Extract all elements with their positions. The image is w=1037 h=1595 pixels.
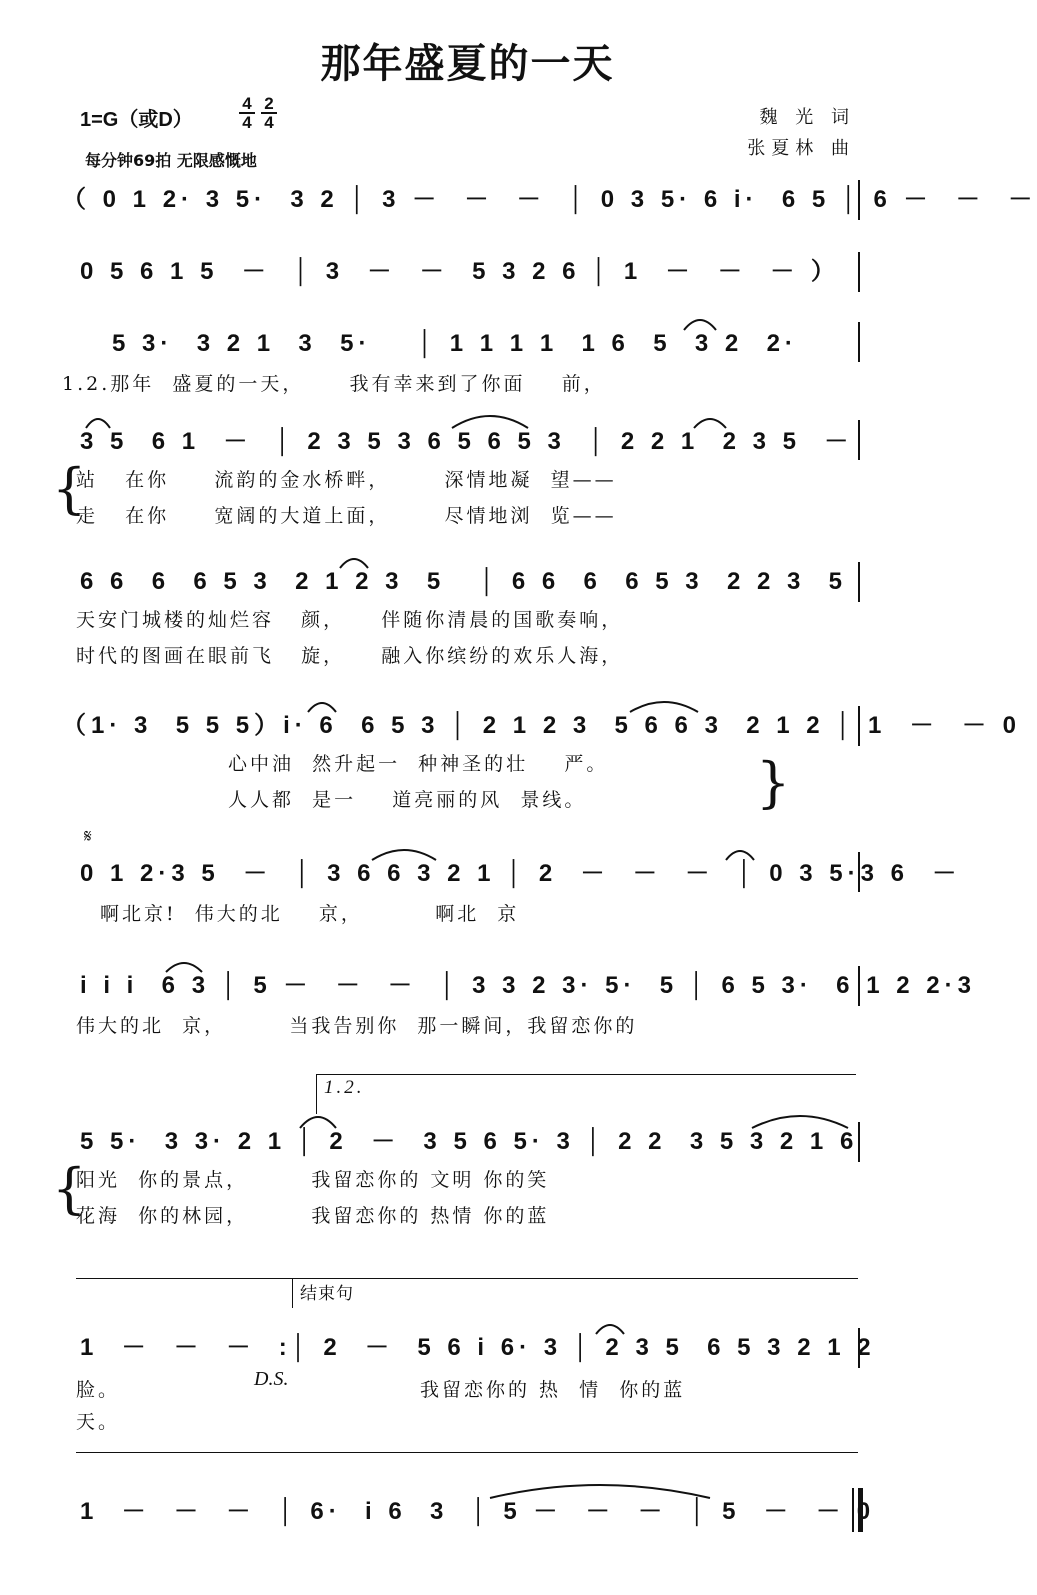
slur: [452, 416, 528, 428]
volta-label: 1.2.: [324, 1077, 365, 1098]
lyric-ending-1: 脸。: [76, 1379, 121, 1401]
time-signature-4-4: 4 4: [238, 95, 256, 131]
slur: [752, 1116, 848, 1128]
lyricist-credit: 魏 光 词: [759, 107, 855, 128]
notation-line-1: （ 0 1 2· 3 5· 3 2 │ 3 － － － │ 0 3 5· 6 i· 6 5 │ 6 － － －: [62, 186, 1037, 213]
lyric-verse-2a: 走 在你 宽阔的大道上面， 尽情地浏 览——: [76, 505, 617, 527]
notation-line-11: 1 － － － │ 6· i 6 3 │ 5 － － － │ 5 － － 0: [80, 1498, 876, 1525]
lyric-ending-2: 天。: [76, 1411, 121, 1433]
lyric-verse-2c: 人人都 是一 道亮丽的风 景线。: [228, 789, 587, 811]
time-signature-2-4: 2 4: [260, 95, 278, 131]
slur: [340, 559, 368, 568]
lyric-chorus-2: 伟大的北 京， 当我告别你 那一瞬间，我留恋你的: [76, 1015, 638, 1037]
lyric-verse-1a: 站 在你 流韵的金水桥畔， 深情地凝 望——: [76, 469, 617, 491]
verse-brace-close: }: [756, 751, 791, 814]
slur: [630, 702, 698, 712]
notation-line-4: 3 5 6 1 － │ 2 3 5 3 6 5 6 5 3 │ 2 2 1 2 3 5 －: [80, 428, 854, 455]
lyric-verse-1c: 心中油 然升起一 种神圣的壮 严。: [228, 753, 609, 775]
notation-line-10: 1 － － － :│ 2 － 5 6 i 6· 3 │ 2 3 5 6 5 3 2 1 2: [80, 1334, 876, 1361]
slur: [726, 851, 754, 860]
slur: [490, 1485, 710, 1498]
dal-segno: D.S.: [254, 1368, 289, 1390]
slur: [86, 419, 110, 428]
notation-line-5: 6 6 6 6 5 3 2 1 2 3 5 │ 6 6 6 6 5 3 2 2 3 5: [80, 568, 848, 595]
segno-sign: 𝄋: [84, 826, 92, 847]
verse-brace: {: [52, 457, 87, 520]
lyric-verse-2d: 花海 你的林园， 我留恋你的 热情 你的蓝: [76, 1205, 550, 1227]
notation-line-2: 0 5 6 1 5 － │ 3 － － 5 3 2 6 │ 1 － － － ）: [80, 258, 840, 285]
slur: [596, 1325, 624, 1334]
slur: [694, 419, 726, 428]
song-title: 那年盛夏的一天: [320, 41, 615, 87]
slur: [166, 963, 202, 972]
notation-line-7: 0 1 2·3 5 － │ 3 6 6 3 2 1 │ 2 － － － │ 0 3 5·3 6 －: [80, 860, 962, 887]
slur: [684, 320, 716, 330]
slur: [308, 703, 336, 712]
key-signature: 1=G（或D）: [80, 109, 193, 131]
lyric-verse-1d: 阳光 你的景点， 我留恋你的 文明 你的笑: [76, 1169, 550, 1191]
slur: [372, 850, 436, 860]
lyric-chorus-1: 啊北京! 伟大的北 京， 啊北 京: [100, 903, 520, 925]
lyric-verse-1b: 天安门城楼的灿烂容 颜， 伴随你清晨的国歌奏响，: [76, 609, 624, 631]
lyric-ending-3: 我留恋你的 热 情 你的蓝: [420, 1379, 686, 1401]
notation-line-3: 5 3· 3 2 1 3 5· │ 1 1 1 1 1 6 5 3 2 2·: [112, 330, 798, 357]
lyric-verse-2b: 时代的图画在眼前飞 旋， 融入你缤纷的欢乐人海，: [76, 645, 624, 667]
coda-label: 结束句: [300, 1284, 354, 1304]
composer-credit: 张夏林 曲: [747, 138, 855, 159]
verse-brace: {: [52, 1157, 87, 1220]
lyric-intro: 1.2.那年 盛夏的一天， 我有幸来到了你面 前，: [62, 373, 606, 395]
tempo-marking: 每分钟69拍 无限感慨地: [85, 151, 257, 170]
notation-line-9: 5 5· 3 3· 2 1 │ 2 － 3 5 6 5· 3 │ 2 2 3 5 3 2 1 6: [80, 1128, 859, 1155]
notation-line-6: （1· 3 5 5 5）i· 6 6 5 3 │ 2 1 2 3 5 6 6 3 2 1 2 │ 1 － － 0: [62, 712, 1022, 739]
notation-line-8: i i i 6 3 │ 5 － － － │ 3 3 2 3· 5· 5 │ 6 5 3· 6 1 2 2·3: [80, 972, 976, 999]
slur: [300, 1117, 336, 1128]
